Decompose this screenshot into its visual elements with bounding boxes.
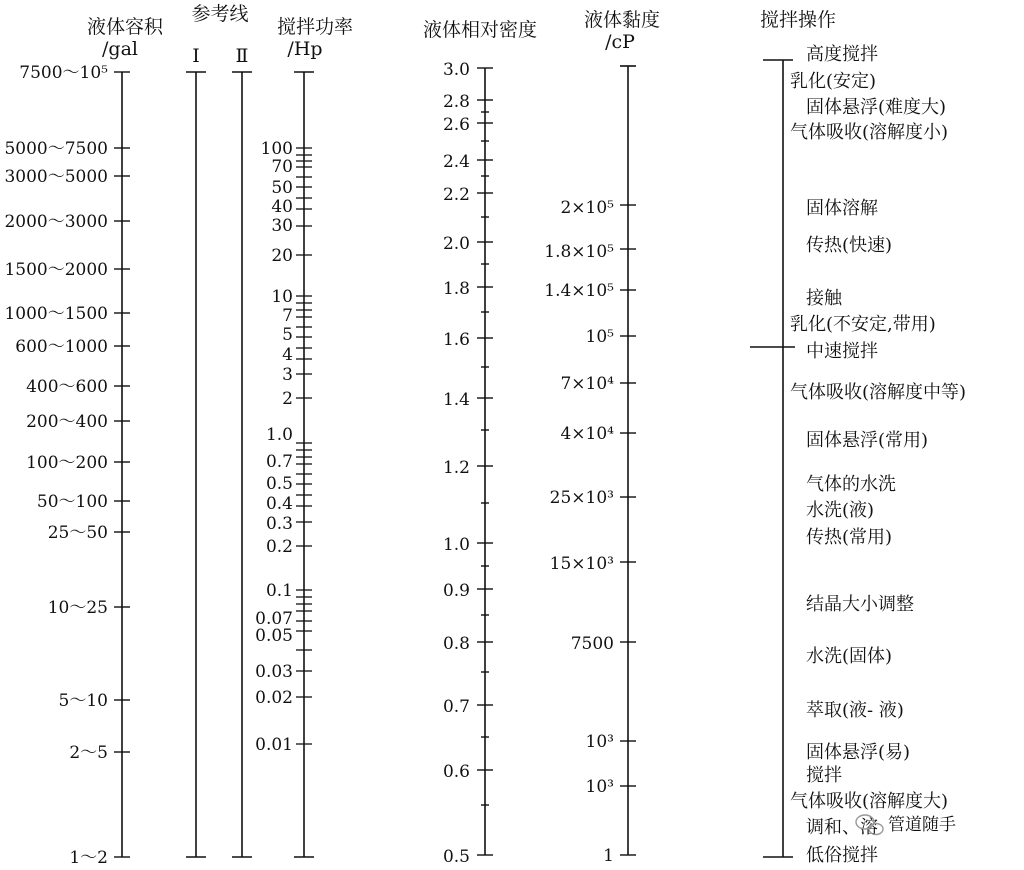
operation-label: 固体溶解 bbox=[806, 198, 878, 219]
density-tick-label: 1.6 bbox=[442, 330, 470, 350]
reference-line-1-label: Ⅰ bbox=[192, 45, 200, 67]
power-tick-label: 0.03 bbox=[255, 662, 293, 682]
operation-scale bbox=[790, 44, 966, 866]
operation-label: 水洗(固体) bbox=[806, 646, 893, 667]
power-tick-label: 5 bbox=[282, 325, 293, 345]
operation-label: 气体吸收(溶解度小) bbox=[790, 122, 949, 143]
density-tick-label: 0.9 bbox=[442, 581, 470, 601]
volume-tick-label: 1000～1500 bbox=[4, 304, 108, 324]
header-power-title: 搅拌功率 bbox=[276, 16, 354, 38]
operation-label: 气体吸收(溶解度大) bbox=[790, 791, 949, 812]
operation-label: 接触 bbox=[806, 288, 842, 309]
header-reference-title: 参考线 bbox=[191, 3, 249, 25]
operation-label: 调和、溶 bbox=[806, 817, 878, 838]
header-operation-title: 搅拌操作 bbox=[759, 9, 837, 31]
operation-label: 气体的水洗 bbox=[806, 474, 896, 495]
operation-label: 高度搅拌 bbox=[806, 44, 878, 65]
operation-label: 固体悬浮(常用) bbox=[806, 430, 929, 451]
density-tick-label: 0.7 bbox=[442, 697, 470, 717]
density-tick-label: 2.0 bbox=[442, 234, 470, 254]
volume-tick-label: 2～5 bbox=[69, 743, 108, 763]
viscosity-scale bbox=[544, 198, 636, 866]
header-viscosity-title: 液体黏度 bbox=[583, 9, 661, 31]
power-tick-label: 20 bbox=[271, 246, 293, 266]
volume-tick-label: 5000～7500 bbox=[4, 139, 108, 159]
power-tick-label: 7 bbox=[282, 306, 293, 326]
viscosity-tick-label: 7×10⁴ bbox=[560, 374, 614, 394]
operation-label: 低俗搅拌 bbox=[806, 845, 878, 866]
volume-tick-label: 2000～3000 bbox=[4, 212, 108, 232]
viscosity-tick-label: 25×10³ bbox=[549, 488, 614, 508]
header-viscosity-unit: /cP bbox=[605, 31, 635, 53]
operation-label: 传热(快速) bbox=[806, 235, 893, 256]
power-tick-label: 70 bbox=[271, 157, 293, 177]
volume-tick-label: 400～600 bbox=[26, 377, 108, 397]
operation-label: 传热(常用) bbox=[806, 527, 893, 548]
volume-tick-label: 25～50 bbox=[47, 523, 108, 543]
power-tick-label: 3 bbox=[282, 365, 293, 385]
viscosity-tick-label: 4×10⁴ bbox=[560, 424, 614, 444]
volume-tick-label: 100～200 bbox=[26, 453, 108, 473]
power-tick-label: 0.01 bbox=[255, 735, 293, 755]
viscosity-tick-label: 1.4×10⁵ bbox=[544, 281, 614, 301]
power-tick-label: 10 bbox=[271, 287, 293, 307]
volume-tick-label: 3000～5000 bbox=[4, 167, 108, 187]
viscosity-tick-label: 15×10³ bbox=[549, 554, 614, 574]
header-volume-unit: /gal bbox=[102, 38, 138, 60]
viscosity-tick-label: 10⁵ bbox=[585, 327, 614, 347]
density-tick-label: 2.4 bbox=[442, 152, 470, 172]
operation-label: 气体吸收(溶解度中等) bbox=[790, 382, 967, 403]
operation-label: 水洗(液) bbox=[806, 500, 875, 521]
watermark-text: 管道随手 bbox=[888, 815, 956, 835]
power-tick-label: 4 bbox=[282, 345, 293, 365]
power-tick-label: 100 bbox=[260, 139, 293, 159]
density-tick-label: 1.4 bbox=[442, 390, 470, 410]
reference-line-2-label: Ⅱ bbox=[235, 45, 249, 67]
power-tick-label: 1.0 bbox=[265, 425, 293, 445]
volume-tick-label: 7500～10⁵ bbox=[19, 63, 108, 83]
volume-tick-label: 200～400 bbox=[26, 412, 108, 432]
viscosity-tick-label: 1 bbox=[603, 846, 614, 866]
viscosity-tick-label: 2×10⁵ bbox=[560, 198, 614, 218]
power-tick-label: 30 bbox=[271, 216, 293, 236]
power-tick-label: 0.5 bbox=[265, 474, 293, 494]
power-tick-label: 0.02 bbox=[255, 688, 293, 708]
viscosity-tick-label: 10³ bbox=[585, 732, 614, 752]
viscosity-tick-label: 7500 bbox=[570, 634, 614, 654]
power-tick-label: 0.4 bbox=[265, 494, 293, 514]
power-tick-label: 0.05 bbox=[255, 626, 293, 646]
volume-scale bbox=[4, 63, 130, 868]
column-headers bbox=[87, 3, 836, 67]
power-tick-label: 0.3 bbox=[265, 514, 293, 534]
volume-tick-label: 50～100 bbox=[36, 492, 108, 512]
header-volume-title: 液体容积 bbox=[86, 16, 164, 38]
volume-tick-label: 5～10 bbox=[58, 691, 108, 711]
operation-label: 萃取(液- 液) bbox=[806, 700, 904, 721]
power-tick-label: 40 bbox=[271, 197, 293, 217]
density-tick-label: 2.6 bbox=[442, 115, 470, 135]
density-tick-label: 3.0 bbox=[442, 60, 470, 80]
operation-label: 中速搅拌 bbox=[806, 341, 878, 362]
power-tick-label: 0.2 bbox=[265, 537, 293, 557]
operation-label: 结晶大小调整 bbox=[806, 594, 914, 615]
density-tick-label: 2.2 bbox=[442, 185, 470, 205]
operation-label: 乳化(不安定,带用) bbox=[790, 314, 936, 335]
density-tick-label: 0.6 bbox=[442, 762, 470, 782]
density-tick-label: 0.5 bbox=[442, 847, 470, 867]
power-tick-label: 2 bbox=[282, 389, 293, 409]
operation-label: 固体悬浮(易) bbox=[806, 742, 911, 763]
operation-label: 乳化(安定) bbox=[790, 71, 877, 92]
density-tick-label: 1.0 bbox=[442, 535, 470, 555]
density-tick-label: 1.8 bbox=[442, 279, 470, 299]
density-tick-label: 2.8 bbox=[442, 92, 470, 112]
power-tick-label: 0.7 bbox=[265, 452, 293, 472]
operation-label: 固体悬浮(难度大) bbox=[806, 97, 947, 118]
power-tick-label: 0.07 bbox=[255, 609, 293, 629]
header-density-title: 液体相对密度 bbox=[422, 19, 538, 41]
volume-tick-label: 1500～2000 bbox=[4, 260, 108, 280]
viscosity-tick-label: 10³ bbox=[585, 777, 614, 797]
power-tick-label: 0.1 bbox=[265, 581, 293, 601]
header-power-unit: /Hp bbox=[287, 38, 323, 60]
volume-tick-label: 1～2 bbox=[69, 848, 108, 868]
density-tick-label: 0.8 bbox=[442, 634, 470, 654]
power-tick-label: 50 bbox=[271, 178, 293, 198]
volume-tick-label: 10～25 bbox=[47, 598, 108, 618]
volume-tick-label: 600～1000 bbox=[15, 337, 108, 357]
density-tick-label: 1.2 bbox=[442, 458, 470, 478]
viscosity-tick-label: 1.8×10⁵ bbox=[544, 242, 614, 262]
operation-label: 搅拌 bbox=[806, 765, 842, 786]
